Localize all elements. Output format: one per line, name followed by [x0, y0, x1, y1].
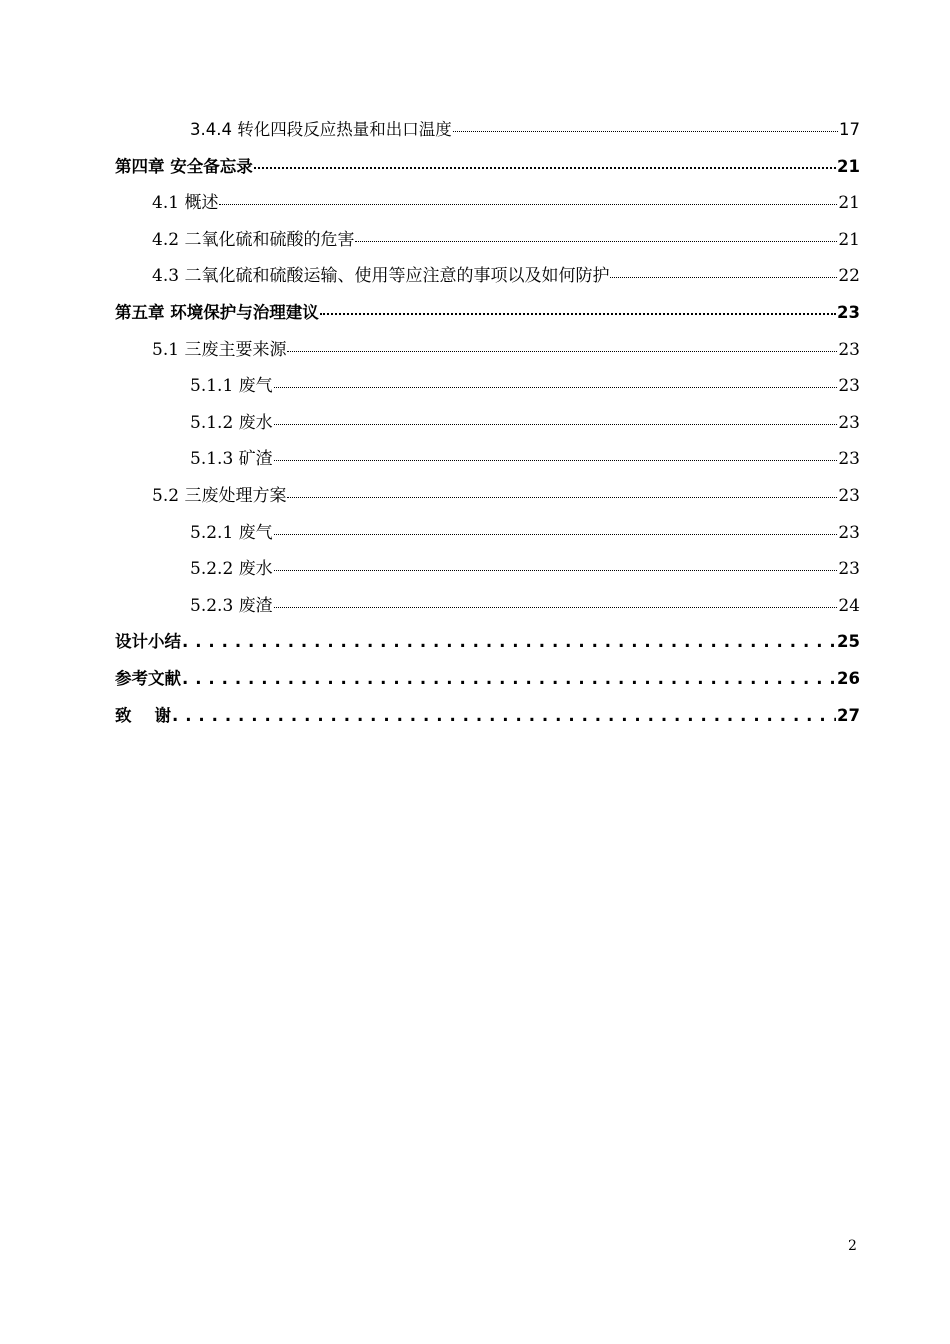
- dot-leader: [610, 276, 837, 278]
- dot-leader: [274, 459, 838, 461]
- toc-entry-page: 21: [838, 229, 860, 250]
- dot-leader: [274, 533, 838, 535]
- dot-leader: [182, 624, 836, 661]
- dot-leader: [172, 698, 836, 735]
- toc-entry-page: 23: [837, 302, 860, 322]
- toc-entry[interactable]: [115, 185, 860, 222]
- toc-entry-page: 22: [838, 266, 860, 287]
- toc-entry-page: 23: [838, 376, 860, 397]
- toc-entry-label: 参考文献: [115, 668, 181, 688]
- toc-entry-label: 3.4.4 转化四段反应热量和出口温度: [190, 120, 452, 139]
- toc-chapter-entry[interactable]: [115, 698, 860, 735]
- toc-entry-label: 5.2 三废处理方案: [152, 485, 287, 506]
- toc-entry[interactable]: [115, 441, 860, 478]
- toc-chapter-entry[interactable]: [115, 624, 860, 661]
- toc-entry-label: 4.3 二氧化硫和硫酸运输、使用等应注意的事项以及如何防护: [152, 266, 610, 287]
- toc-entry-page: 24: [838, 595, 860, 616]
- toc-entry-label: 第四章 安全备忘录: [115, 156, 253, 176]
- toc-chapter-entry[interactable]: [115, 661, 860, 698]
- dot-leader: [254, 166, 836, 169]
- toc-chapter-entry[interactable]: [115, 295, 860, 332]
- dot-leader: [355, 240, 837, 242]
- toc-entry[interactable]: [115, 332, 860, 369]
- toc-entry-label: 5.1 三废主要来源: [152, 339, 287, 360]
- toc-entry-label: 第五章 环境保护与治理建议: [115, 302, 319, 322]
- toc-entry-label: 致 谢: [115, 705, 171, 725]
- toc-entry-page: 25: [837, 632, 860, 652]
- toc-entry-page: 23: [838, 339, 860, 360]
- toc-entry[interactable]: [115, 478, 860, 515]
- dot-leader: [274, 606, 838, 608]
- toc-entry-page: 17: [839, 120, 860, 139]
- dot-leader: [274, 423, 838, 425]
- toc-entry-page: 23: [838, 449, 860, 470]
- dot-leader: [453, 130, 838, 132]
- toc-entry-page: 26: [837, 668, 860, 688]
- dot-leader: [287, 350, 837, 352]
- toc-entry-label: 5.2.2 废水: [190, 559, 273, 580]
- dot-leader: [320, 312, 836, 315]
- toc-entry-label: 4.2 二氧化硫和硫酸的危害: [152, 229, 355, 250]
- toc-entry-label: 5.1.3 矿渣: [190, 449, 273, 470]
- dot-leader: [182, 661, 836, 698]
- toc-entry[interactable]: [115, 368, 860, 405]
- dot-leader: [274, 569, 838, 571]
- table-of-contents: [115, 112, 860, 734]
- toc-entry-page: 23: [838, 522, 860, 543]
- dot-leader: [287, 496, 837, 498]
- toc-entry[interactable]: [115, 588, 860, 625]
- toc-entry[interactable]: [115, 112, 860, 149]
- toc-entry-label: 5.1.1 废气: [190, 376, 273, 397]
- toc-entry[interactable]: [115, 222, 860, 259]
- toc-entry-label: 4.1 概述: [152, 193, 219, 214]
- toc-entry-page: 23: [838, 559, 860, 580]
- toc-entry[interactable]: [115, 405, 860, 442]
- toc-entry-page: 23: [838, 412, 860, 433]
- toc-entry-label: 5.2.1 废气: [190, 522, 273, 543]
- page-number: 2: [848, 1238, 857, 1254]
- toc-entry-page: 27: [837, 705, 860, 725]
- toc-entry-label: 5.2.3 废渣: [190, 595, 273, 616]
- toc-entry-page: 21: [837, 156, 860, 176]
- toc-entry[interactable]: [115, 258, 860, 295]
- toc-entry[interactable]: [115, 515, 860, 552]
- toc-entry[interactable]: [115, 551, 860, 588]
- dot-leader: [219, 203, 837, 205]
- dot-leader: [274, 386, 838, 388]
- toc-entry-page: 21: [838, 193, 860, 214]
- toc-entry-label: 5.1.2 废水: [190, 412, 273, 433]
- toc-entry-page: 23: [838, 485, 860, 506]
- toc-chapter-entry[interactable]: [115, 149, 860, 186]
- toc-entry-label: 设计小结: [115, 632, 181, 652]
